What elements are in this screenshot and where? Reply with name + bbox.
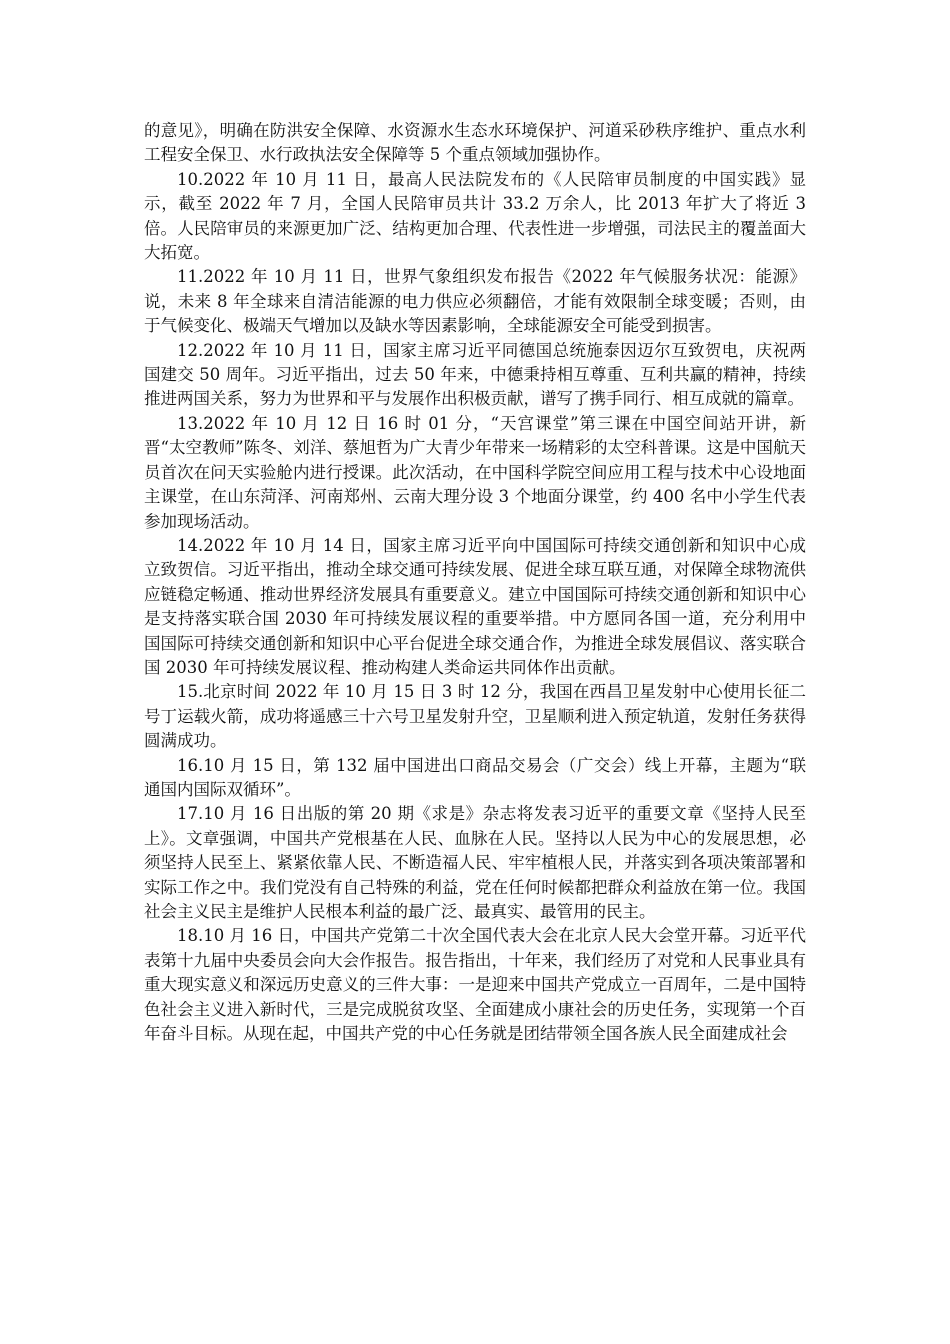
paragraph-item-16: 16.10 月 15 日，第 132 届中国进出口商品交易会（广交会）线上开幕，主题为“联通国内国际双循环”。 [144, 755, 806, 799]
paragraph-continuation: 的意见》，明确在防洪安全保障、水资源水生态水环境保护、河道采砂秩序维护、重点水利工程安全保卫、水行政执法安全保障等 5 个重点领域加强协作。 [144, 121, 806, 165]
paragraph-item-11: 11.2022 年 10 月 11 日，世界气象组织发布报告《2022 年气候服务状况：能源》说，未来 8 年全球来自清洁能源的电力供应必须翻倍，才能有效限制全球变暖；否则，由于气候变化、极端天气增加以及缺水等因素影响，全球能源安全可能受到损害。 [144, 267, 806, 336]
paragraph-item-10: 10.2022 年 10 月 11 日，最高人民法院发布的《人民陪审员制度的中国实践》显示，截至 2022 年 7 月，全国人民陪审员共计 33.2 万余人，比 2013 年扩大了将近 3 倍。人民陪审员的来源更加广泛、结构更加合理、代表性进一步增强，司法民主的覆盖面大大拓宽。 [144, 169, 806, 263]
paragraph-item-14: 14.2022 年 10 月 14 日，国家主席习近平向中国国际可持续交通创新和知识中心成立致贺信。习近平指出，推动全球交通可持续发展、促进全球互联互通，对保障全球物流供应链稳定畅通、推动世界经济发展具有重要意义。建立中国国际可持续交通创新和知识中心是支持落实联合国 2030 年可持续发展议程的重要举措。中方愿同各国一道，充分利用中国国际可持续交通创新和知识中心平台促进全球交通合作，为推进全球发展倡议、落实联合国 2030 年可持续发展议程、推动构建人类命运共同体作出贡献。 [144, 535, 806, 677]
paragraph-item-12: 12.2022 年 10 月 11 日，国家主席习近平同德国总统施泰因迈尔互致贺电，庆祝两国建交 50 周年。习近平指出，过去 50 年来，中德秉持相互尊重、互利共赢的精神，持续推进两国关系，努力为世界和平与发展作出积极贡献，谱写了携手同行、相互成就的篇章。 [144, 340, 806, 409]
document-body [144, 119, 806, 1046]
paragraph-item-17: 17.10 月 16 日出版的第 20 期《求是》杂志将发表习近平的重要文章《坚持人民至上》。文章强调，中国共产党根基在人民、血脉在人民。坚持以人民为中心的发展思想，必须坚持人民至上、紧紧依靠人民、不断造福人民、牢牢植根人民，并落实到各项决策部署和实际工作之中。我们党没有自己特殊的利益，党在任何时候都把群众利益放在第一位。我国社会主义民主是维护人民根本利益的最广泛、最真实、最管用的民主。 [144, 804, 806, 921]
paragraph-item-18: 18.10 月 16 日，中国共产党第二十次全国代表大会在北京人民大会堂开幕。习近平代表第十九届中央委员会向大会作报告。报告指出，十年来，我们经历了对党和人民事业具有重大现实意义和深远历史意义的三件大事：一是迎来中国共产党成立一百周年，二是中国特色社会主义进入新时代，三是完成脱贫攻坚、全面建成小康社会的历史任务，实现第一个百年奋斗目标。从现在起，中国共产党的中心任务就是团结带领全国各族人民全面建成社会 [144, 926, 806, 1044]
paragraph-item-15: 15.北京时间 2022 年 10 月 15 日 3 时 12 分，我国在西昌卫星发射中心使用长征二号丁运载火箭，成功将遥感三十六号卫星发射升空，卫星顺利进入预定轨道，发射任务获得圆满成功。 [144, 682, 806, 751]
paragraph-item-13: 13.2022 年 10 月 12 日 16 时 01 分，“天宫课堂”第三课在中国空间站开讲，新晋“太空教师”陈冬、刘洋、蔡旭哲为广大青少年带来一场精彩的太空科普课。这是中国航天员首次在问天实验舱内进行授课。此次活动，在中国科学院空间应用工程与技术中心设地面主课堂，在山东菏泽、河南郑州、云南大理分设 3 个地面分课堂，约 400 名中小学生代表参加现场活动。 [144, 413, 806, 531]
